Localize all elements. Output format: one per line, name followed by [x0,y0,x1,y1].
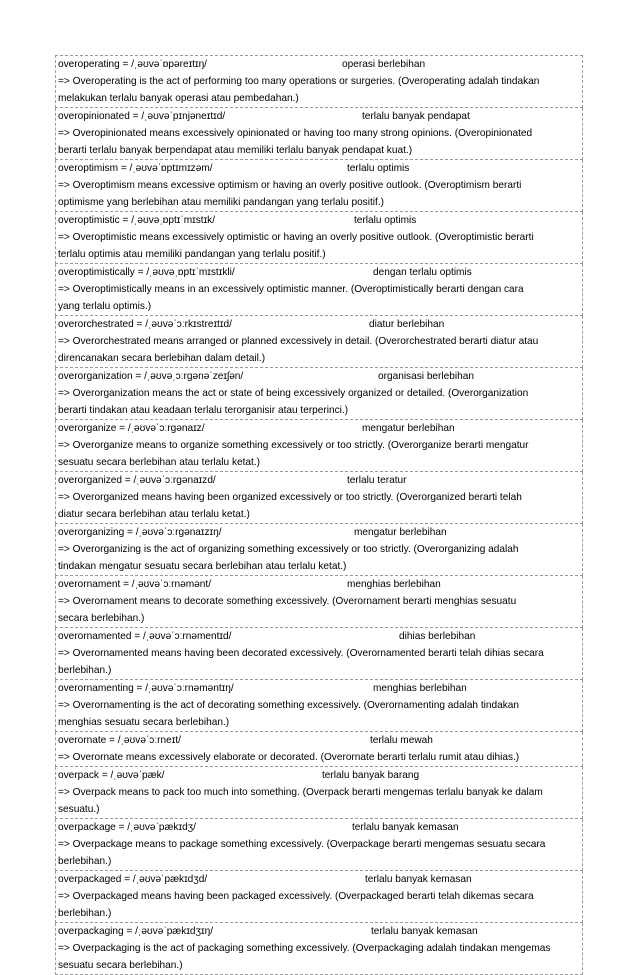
entry-definition [57,73,581,107]
definition-line: => Overorchestrated means arranged or planned excessively in detail. (Overorchestrated berarti diatur atau [58,336,539,347]
definition-line: => Overorganized means having been organized excessively or too strictly. (Overorganized berarti telah [58,492,522,503]
entry-term-pronunciation: overornamented = /ˌəʊvəˈɔːrnəmentɪd/ [58,631,232,642]
entry-header [57,767,581,784]
entry-translation: mengatur berlebihan [354,527,447,538]
entry-header [57,576,581,593]
dictionary-entry [55,160,583,212]
entry-term-pronunciation: overorganization = /ˌəʊvəˌɔːrɡənəˈzeɪʃən/ [58,371,244,382]
entry-definition [57,645,581,679]
dictionary-entry [55,264,583,316]
entry-definition [57,489,581,523]
entry-definition [57,749,581,766]
dictionary-entry [55,767,583,819]
entry-term-pronunciation: overoperating = /ˌəʊvəˈɒpəreɪtɪŋ/ [58,59,207,70]
entry-translation: operasi berlebihan [342,59,426,70]
entry-translation: diatur berlebihan [369,319,445,330]
definition-line: optimisme yang berlebihan atau memiliki pandangan yang terlalu positif.) [58,197,384,208]
definition-line: berlebihan.) [58,665,112,676]
definition-line: => Overornate means excessively elaborate or decorated. (Overornate berarti terlalu rumit atau dihias.) [58,752,520,763]
definition-line: secara berlebihan.) [58,613,145,624]
entry-definition [57,437,581,471]
definition-line: => Overorganization means the act or state of being excessively organized or detailed. (Overorganization [58,388,529,399]
entry-term-pronunciation: overorchestrated = /ˌəʊvəˈɔːrkɪstreɪtɪd/ [58,319,232,330]
entry-term-pronunciation: overornamenting = /ˌəʊvəˈɔːrnəməntɪŋ/ [58,683,234,694]
entry-translation: menghias berlebihan [347,579,441,590]
dictionary-entry [55,923,583,975]
entry-translation: dengan terlalu optimis [373,267,472,278]
entry-header [57,819,581,836]
definition-line: => Overornament means to decorate something excessively. (Overornament berarti menghias sesuatu [58,596,517,607]
entry-header [57,316,581,333]
entry-definition [57,333,581,367]
dictionary-entry [55,524,583,576]
entry-definition [57,940,581,974]
entry-term-pronunciation: overornament = /ˌəʊvəˈɔːrnəmənt/ [58,579,212,590]
entry-header [57,368,581,385]
entry-term-pronunciation: overpack = /ˌəʊvəˈpæk/ [58,770,165,781]
definition-line: => Overoptimistically means in an excessively optimistic manner. (Overoptimistically berarti dengan cara [58,284,524,295]
definition-line: berlebihan.) [58,908,112,919]
entry-header [57,56,581,73]
entry-term-pronunciation: overornate = /ˌəʊvəˈɔːrneɪt/ [58,735,181,746]
definition-line: berarti tindakan atau keadaan terlalu terorganisir atau terperinci.) [58,405,349,416]
entry-term-pronunciation: overoptimistic = /ˌəʊvəˌɒptɪˈmɪstɪk/ [58,215,216,226]
definition-line: diatur secara berlebihan atau terlalu ketat.) [58,509,250,520]
definition-line: => Overpackaging is the act of packaging something excessively. (Overpackaging adalah tindakan mengemas [58,943,551,954]
definition-line: direncanakan secara berlebihan dalam detail.) [58,353,266,364]
entry-term-pronunciation: overopinionated = /ˌəʊvəˈpɪnjəneɪtɪd/ [58,111,226,122]
entry-translation: dihias berlebihan [399,631,476,642]
entry-header [57,871,581,888]
definition-line: => Overorganizing is the act of organizing something excessively or too strictly. (Overorganizing adalah [58,544,519,555]
entry-translation: terlalu banyak pendapat [362,111,470,122]
entry-translation: terlalu banyak kemasan [352,822,459,833]
entry-translation: terlalu banyak kemasan [371,926,478,937]
dictionary-entry [55,576,583,628]
entry-definition [57,836,581,870]
entry-translation: terlalu optimis [354,215,417,226]
definition-line: berlebihan.) [58,856,112,867]
entry-definition [57,177,581,211]
definition-line: tindakan mengatur sesuatu secara berlebihan atau terlalu ketat.) [58,561,347,572]
entry-translation: organisasi berlebihan [378,371,474,382]
dictionary-entry [55,108,583,160]
entry-header [57,628,581,645]
entry-header [57,264,581,281]
entry-translation: terlalu optimis [347,163,410,174]
entry-term-pronunciation: overpackaging = /ˌəʊvəˈpækɪdʒɪŋ/ [58,926,214,937]
definition-line: => Overoptimistic means excessively optimistic or having an overly positive outlook. (Overoptimistic berarti [58,232,534,243]
dictionary-entry [55,212,583,264]
entry-term-pronunciation: overoptimism = /ˌəʊvəˈɒptɪmɪzəm/ [58,163,213,174]
entry-definition [57,784,581,818]
entry-translation: terlalu banyak barang [322,770,420,781]
definition-line: => Overornamented means having been decorated excessively. (Overornamented berarti telah dihias secara [58,648,544,659]
entry-header [57,524,581,541]
entry-header [57,212,581,229]
entry-header [57,108,581,125]
definition-line: menghias sesuatu secara berlebihan.) [58,717,230,728]
entry-header [57,420,581,437]
entry-header [57,680,581,697]
definition-line: => Overpackage means to package something excessively. (Overpackage berarti mengemas sesuatu secara [58,839,546,850]
dictionary-entry [55,628,583,680]
entry-term-pronunciation: overorganizing = /ˌəʊvəˈɔːrɡənaɪzɪŋ/ [58,527,222,538]
entry-header [57,160,581,177]
definition-line: sesuatu.) [58,804,100,815]
dictionary-entry [55,472,583,524]
definition-line: => Overpack means to pack too much into something. (Overpack berarti mengemas terlalu banyak ke dalam [58,787,543,798]
entry-definition [57,229,581,263]
entry-term-pronunciation: overpackage = /ˌəʊvəˈpækɪdʒ/ [58,822,196,833]
entry-header [57,923,581,940]
definition-line: => Overoptimism means excessive optimism or having an overly positive outlook. (Overoptimism berarti [58,180,522,191]
definition-line: => Overornamenting is the act of decorating something excessively. (Overornamenting adalah tindakan [58,700,520,711]
definition-line: => Overorganize means to organize something excessively or too strictly. (Overorganize berarti mengatur [58,440,529,451]
definition-line: yang terlalu optimis.) [58,301,152,312]
definition-line: melakukan terlalu banyak operasi atau pembedahan.) [58,93,299,104]
entry-translation: terlalu mewah [370,735,433,746]
entry-definition [57,281,581,315]
dictionary-entry [55,55,583,108]
entry-definition [57,593,581,627]
entry-definition [57,888,581,922]
entry-header [57,732,581,749]
entry-definition [57,697,581,731]
dictionary-entry [55,819,583,871]
entry-definition [57,125,581,159]
dictionary-page [55,55,583,975]
entry-term-pronunciation: overorganize = /ˌəʊvəˈɔːrɡənaɪz/ [58,423,205,434]
definition-line: => Overopinionated means excessively opinionated or having too many strong opinions. (Overopinionated [58,128,533,139]
entry-header [57,472,581,489]
definition-line: => Overpackaged means having been packaged excessively. (Overpackaged berarti telah dikemas secara [58,891,534,902]
entry-term-pronunciation: overpackaged = /ˌəʊvəˈpækɪdʒd/ [58,874,208,885]
definition-line: terlalu optimis atau memiliki pandangan yang terlalu positif.) [58,249,326,260]
definition-line: berarti terlalu banyak berpendapat atau memiliki terlalu banyak pendapat kuat.) [58,145,413,156]
dictionary-entry [55,420,583,472]
entry-term-pronunciation: overorganized = /ˌəʊvəˈɔːrɡənaɪzd/ [58,475,216,486]
definition-line: sesuatu secara berlebihan.) [58,960,183,971]
definition-line: sesuatu secara berlebihan atau terlalu ketat.) [58,457,260,468]
entry-translation: terlalu banyak kemasan [365,874,472,885]
entry-definition [57,385,581,419]
definition-line: => Overoperating is the act of performing too many operations or surgeries. (Overoperating adalah tindakan [58,76,540,87]
entry-list [55,55,583,975]
entry-definition [57,541,581,575]
entry-translation: terlalu teratur [347,475,407,486]
dictionary-entry [55,368,583,420]
dictionary-entry [55,871,583,923]
entry-translation: menghias berlebihan [373,683,467,694]
dictionary-entry [55,316,583,368]
dictionary-entry [55,680,583,732]
entry-term-pronunciation: overoptimistically = /ˌəʊvəˌɒptɪˈmɪstɪkli/ [58,267,235,278]
entry-translation: mengatur berlebihan [362,423,455,434]
dictionary-entry [55,732,583,767]
